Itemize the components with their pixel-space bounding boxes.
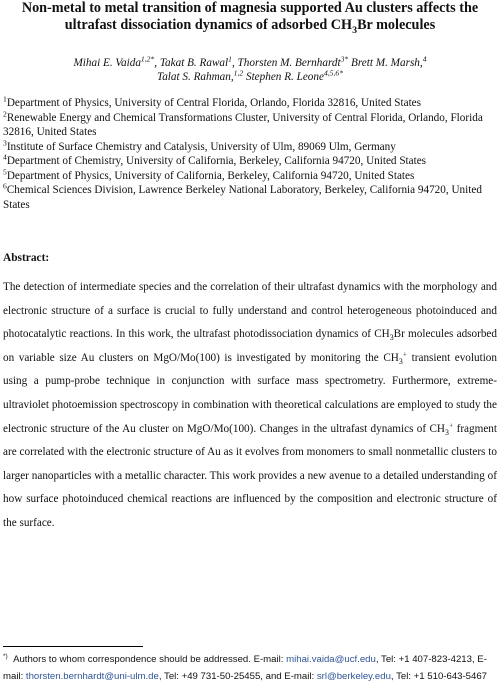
author-list: Mihai E. Vaida$^{1,2*}$, Takat B. Rawal$^1$, Thorsten M. Bernhardt$^{3*}$ Brett M. Marsh,$^4$ Talat S. Rahman,$^{1,2}$ Stephen R. Leone$^{4,5,6*}$ <box>73 54 427 83</box>
title-subscript: 3 <box>352 24 358 36</box>
title-line-2: ultrafast dissociation dynamics of adsorbed CH <box>64 17 353 33</box>
author: Mihai E. Vaida$^{1,2*}$ <box>73 54 155 69</box>
author: Stephen R. Leone$^{4,5,6*}$ <box>245 68 343 83</box>
affiliation-item: $^4$Department of Chemistry, University of California, Berkeley, California 94720, United States <box>3 152 427 167</box>
affiliation-item: $^1$Department of Physics, University of Central Florida, Orlando, Florida 32816, United States <box>3 94 421 109</box>
abstract-heading: Abstract: <box>3 252 50 264</box>
email-link-vaida[interactable]: mihai.vaida@ucf.edu <box>286 654 376 665</box>
affiliation-item: $^6$Chemical Sciences Division, Lawrence Berkeley National Laboratory, Berkeley, California 94720, United States <box>3 181 482 211</box>
affiliation-item: $^3$Institute of Surface Chemistry and Catalysis, University of Ulm, 89069 Ulm, Germany <box>3 137 396 153</box>
title-line-1: Non-metal to metal transition of magnesia supported Au clusters affects the <box>21 0 479 16</box>
email-link-bernhardt[interactable]: thorsten.bernhardt@uni-ulm.de <box>25 671 159 682</box>
author: Talat S. Rahman,$^{1,2}$ <box>157 68 244 83</box>
footnote-mark: *) <box>3 652 8 660</box>
author: Brett M. Marsh,$^4$ <box>351 54 427 69</box>
affiliations <box>3 96 497 212</box>
affiliation-item: $^5$Department of Physics, University of California, Berkeley, California 94720, United States <box>3 166 415 182</box>
footnote-divider <box>3 646 143 647</box>
title-line-2-end: Br molecules <box>357 17 436 33</box>
email-link-leone[interactable]: srl@berkeley.edu <box>316 671 391 682</box>
paper-title <box>6 0 494 34</box>
abstract-text: The detection of intermediate species and the correlation of their ultrafast dynamics with the morphology and electronic structure of a surface is crucial to fully understand and control heterogeneous photoinduced and photocatalytic reactions. In this work, the ultrafast photodissociation dynamics of $CH_3Br$ molecules adsorbed on variable size Au clusters on MgO/Mo(100) is investigated by monitoring the $CH_3^+$ transient evolution using a pump-probe technique in conjunction with surface mass spectrometry. Furthermore, extreme-ultraviolet photoemission spectroscopy in combination with theoretical calculations are employed to study the electronic structure of the Au cluster on MgO/Mo(100). Changes in the ultrafast dynamics of $CH_3^+$ fragment are correlated with the electronic structure of Au as it evolves from monomers to small nonmetallic clusters to larger nanoparticles with a metallic character. This work provides a new avenue to a detailed understanding of how surface photoinduced chemical reactions are influenced by the composition and electronic structure of the surface. <box>3 281 497 529</box>
affiliation-item: $^2$Renewable Energy and Chemical Transformations Cluster, University of Central Florida, Orlando, Florida 32816, United States <box>3 108 483 138</box>
correspondence-footnote: *) Authors to whom correspondence should be addressed. E-mail: mihai.vaida@ucf.edu, Tel: +1 407-823-4213, E-mail: thorsten.bernhardt@uni-ulm.de, Tel: +49 731-50-25455, and E-mail: srl@berkeley.edu, Tel: +1 510-643-5467 <box>3 652 488 682</box>
author: Takat B. Rawal$^1$ <box>159 54 232 69</box>
author: Thorsten M. Bernhardt$^{3*}$ <box>237 54 349 69</box>
